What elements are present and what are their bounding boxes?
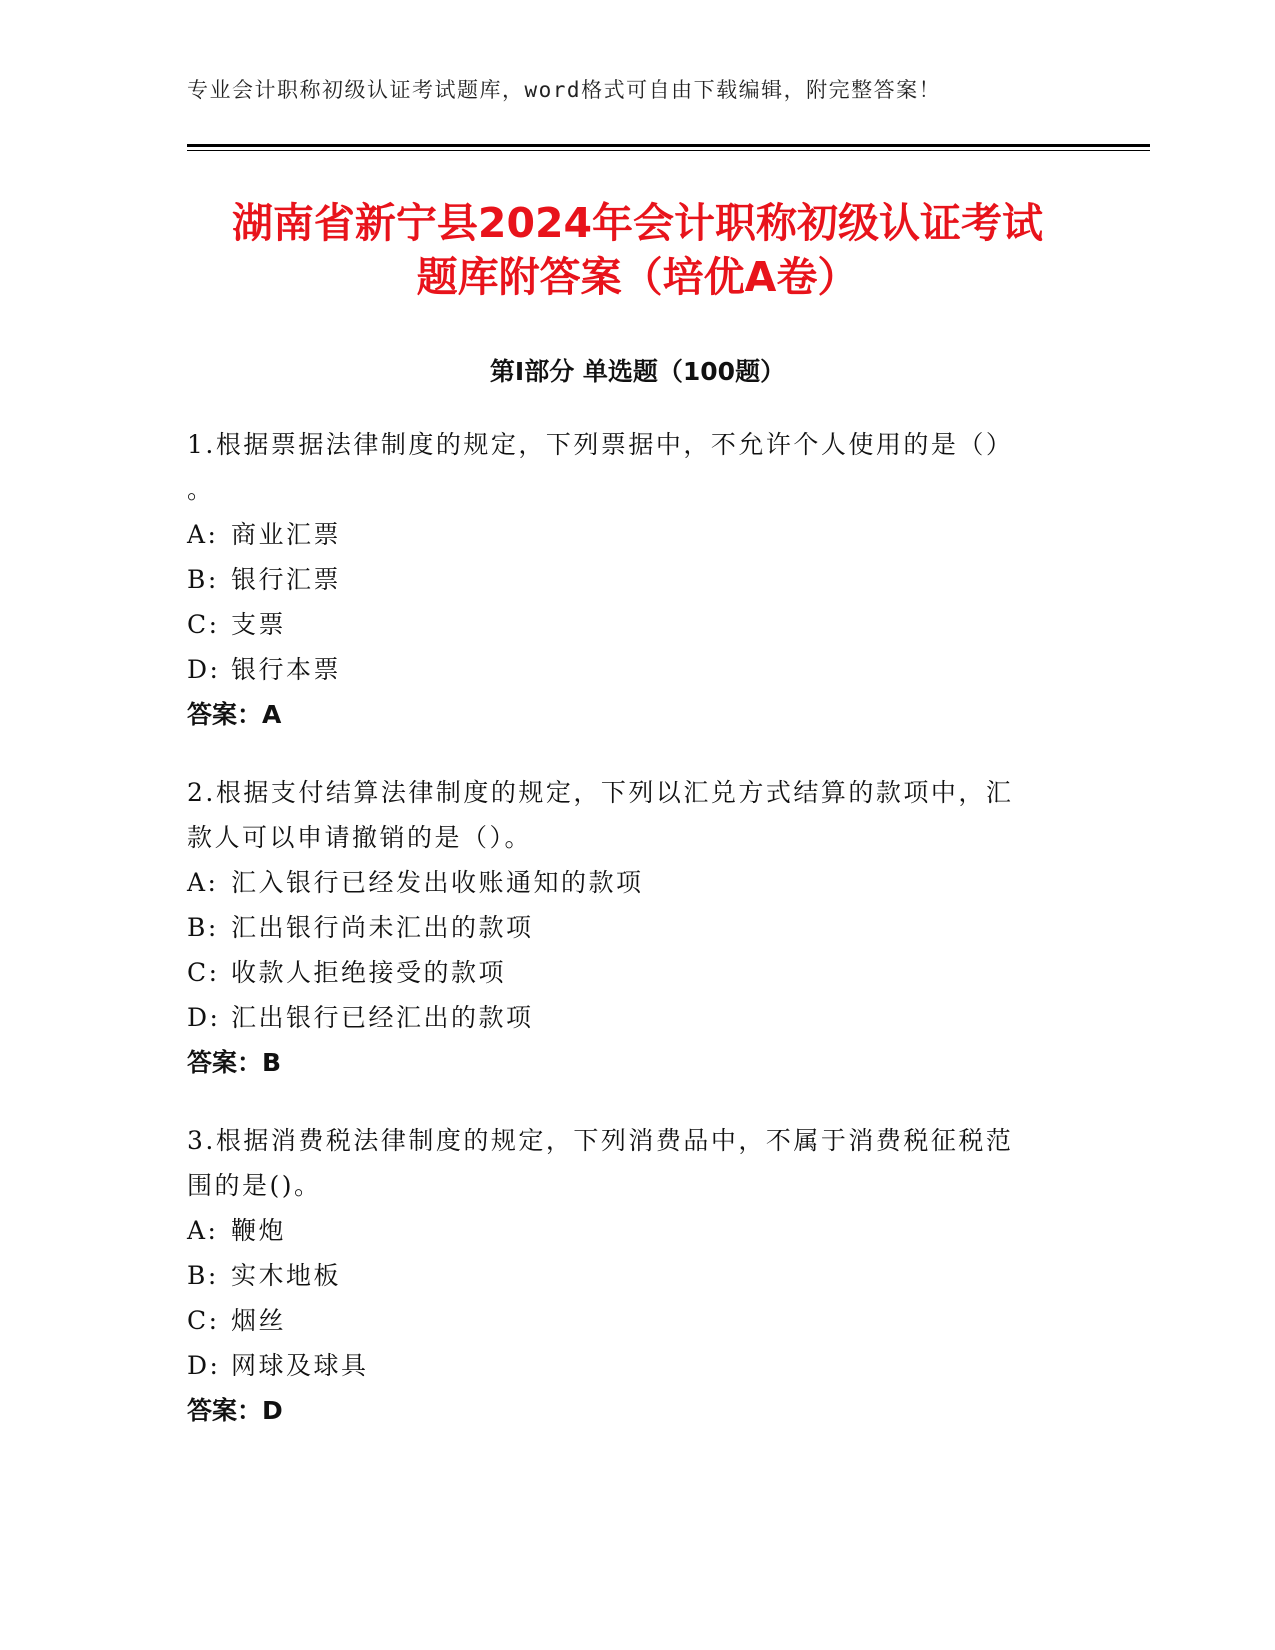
option-c [187,602,1067,647]
option-b [187,1253,1067,1298]
option-c [187,1298,1067,1343]
answer: 答案：A [187,700,282,729]
option-key: D: [187,1003,221,1032]
document-title [150,196,1125,304]
option-text: 烟丝 [231,1306,287,1335]
option-key: A: [187,1216,219,1245]
question-stem-line: 2.根据支付结算法律制度的规定，下列以汇兑方式结算的款项中，汇 [187,778,1014,807]
option-b [187,557,1067,602]
option-b [187,905,1067,950]
option-text: 网球及球具 [231,1351,369,1380]
question-stem [187,770,1067,860]
document-title-line-2: 题库附答案（培优A卷） [416,253,859,301]
option-key: A: [187,520,219,549]
option-key: C: [187,958,220,987]
question-stem-line: 款人可以申请撤销的是（）。 [187,823,533,852]
option-a [187,1208,1067,1253]
option-text: 收款人拒绝接受的款项 [231,958,507,987]
header-note: 专业会计职称初级认证考试题库，word格式可自由下载编辑，附完整答案！ [187,78,942,102]
option-key: C: [187,1306,220,1335]
option-d [187,995,1067,1040]
option-key: D: [187,1351,221,1380]
option-a [187,512,1067,557]
option-text: 银行本票 [231,655,342,684]
question-stem-line: 3.根据消费税法律制度的规定，下列消费品中，不属于消费税征税范 [187,1126,1014,1155]
option-text: 商业汇票 [231,520,342,549]
answer: 答案：B [187,1048,282,1077]
section-heading: 第Ⅰ部分 单选题（100题） [489,357,786,386]
question-stem-line: 围的是()。 [187,1171,322,1200]
option-key: B: [187,913,219,942]
header-divider-thin [187,150,1150,151]
option-d [187,1343,1067,1388]
option-c [187,950,1067,995]
answer: 答案：D [187,1396,283,1425]
option-text: 支票 [231,610,287,639]
option-key: D: [187,655,221,684]
question-stem-line: 。 [187,475,215,504]
question-stem [187,1118,1067,1208]
option-text: 汇出银行尚未汇出的款项 [231,913,534,942]
question-1 [187,422,1067,738]
question-3 [187,1118,1067,1434]
header-divider-thick [187,144,1150,147]
question-stem [187,422,1067,512]
option-key: C: [187,610,220,639]
option-text: 实木地板 [231,1261,342,1290]
option-text: 汇入银行已经发出收账通知的款项 [231,868,644,897]
option-key: B: [187,1261,219,1290]
option-a [187,860,1067,905]
question-2 [187,770,1067,1086]
option-key: A: [187,868,219,897]
option-d [187,647,1067,692]
option-text: 鞭炮 [231,1216,287,1245]
option-text: 汇出银行已经汇出的款项 [231,1003,534,1032]
question-stem-line: 1.根据票据法律制度的规定，下列票据中，不允许个人使用的是（） [187,430,1014,459]
option-text: 银行汇票 [231,565,342,594]
option-key: B: [187,565,219,594]
document-title-line-1: 湖南省新宁县2024年会计职称初级认证考试 [231,199,1044,247]
